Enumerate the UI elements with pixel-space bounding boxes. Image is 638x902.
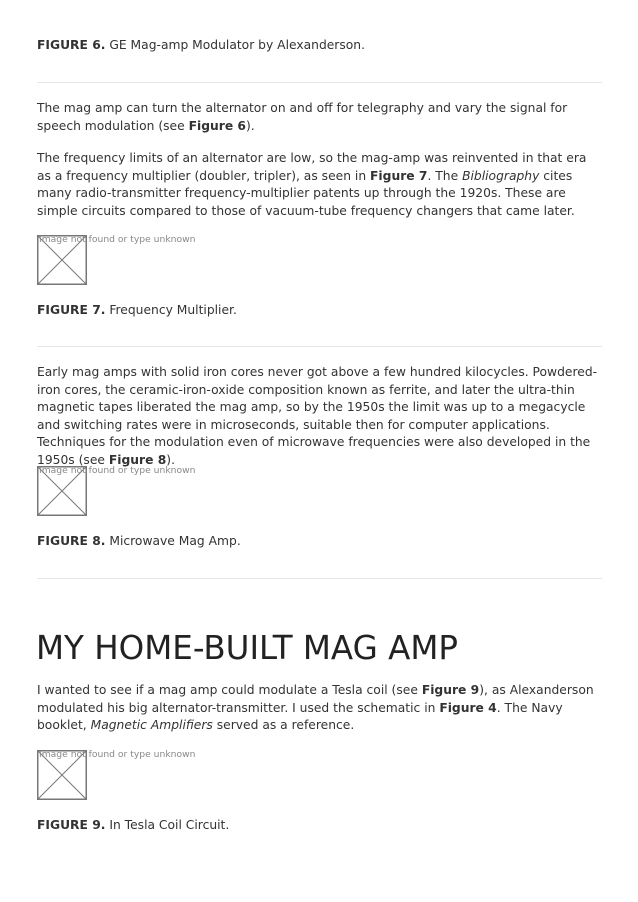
figure-8-image [37, 465, 196, 518]
bibliography-reference: Bibliography [462, 168, 540, 183]
paragraph-text: served as a reference. [212, 718, 355, 732]
figure-8-text: Microwave Mag Amp. [105, 534, 241, 548]
paragraph-text: The frequency limits of an alternator are low, so the mag-amp was reinvented in that era as a frequency multiplier (doubler, tripler), as seen in [37, 151, 587, 183]
paragraph-text: Early mag amps with solid iron cores never got above a few hundred kilocycles. Powdered-iron cores, the ceramic-iron-oxide composition known as ferrite, and later the ultra-thin magnetic tapes liberated the mag amp, so by the 1950s the limit was up to a megacycle and switching rates were in microseconds, suitable then for computer applications. Techniques for the modulation even of microwave frequencies were also developed in the 1950s (see [37, 365, 598, 467]
figure-9-image [37, 749, 196, 802]
figure-9-label: FIGURE 9. [37, 818, 106, 832]
paragraph-frequency-limits [37, 150, 602, 220]
image-alt-text: Image not found or type unknown [39, 749, 196, 760]
paragraph-text: . The [427, 168, 463, 183]
figure-6-caption [37, 37, 365, 54]
figure-8-caption [37, 533, 241, 550]
section-divider [37, 578, 602, 579]
paragraph-text: ), as Alexanderson modulated his big alternator-transmitter. I used the schematic in [37, 683, 594, 715]
paragraph-text: cites many radio-transmitter frequency-multiplier patents up through the 1920s. These are simple circuits compared to those of vacuum-tube frequency changers that came later. [37, 168, 575, 218]
figure-7-caption [37, 302, 237, 319]
image-alt-text: Image not found or type unknown [39, 234, 196, 245]
paragraph-text: ). [246, 118, 255, 133]
paragraph-mag-amp-modulation [37, 100, 602, 135]
section-heading: MY HOME-BUILT MAG AMP [36, 629, 458, 667]
paragraph-early-mag-amps [37, 364, 602, 469]
paragraph-text: I wanted to see if a mag amp could modulate a Tesla coil (see [37, 683, 422, 697]
figure-9-reference: Figure 9 [421, 683, 480, 697]
figure-6-label: FIGURE 6. [37, 38, 106, 52]
figure-6-text: GE Mag-amp Modulator by Alexanderson. [105, 38, 365, 52]
paragraph-text: The mag amp can turn the alternator on and off for telegraphy and vary the signal for speech modulation (see [37, 101, 568, 133]
figure-6-reference: Figure 6 [188, 118, 246, 133]
magnetic-amplifiers-title: Magnetic Amplifiers [90, 718, 213, 732]
figure-8-reference: Figure 8 [108, 452, 167, 467]
figure-9-text: In Tesla Coil Circuit. [105, 818, 230, 832]
figure-8-label: FIGURE 8. [37, 534, 106, 548]
figure-7-reference: Figure 7 [370, 168, 428, 183]
image-alt-text: Image not found or type unknown [39, 465, 196, 476]
figure-7-text: Frequency Multiplier. [105, 303, 237, 317]
figure-7-label: FIGURE 7. [37, 303, 106, 317]
figure-7-image [37, 234, 196, 287]
figure-9-caption [37, 817, 229, 834]
section-divider [37, 346, 602, 347]
paragraph-text: ). [166, 452, 175, 467]
figure-4-reference: Figure 4 [439, 700, 497, 715]
paragraph-home-built [37, 682, 602, 735]
paragraph-text: . The Navy booklet, [37, 700, 563, 732]
section-divider [37, 82, 602, 83]
